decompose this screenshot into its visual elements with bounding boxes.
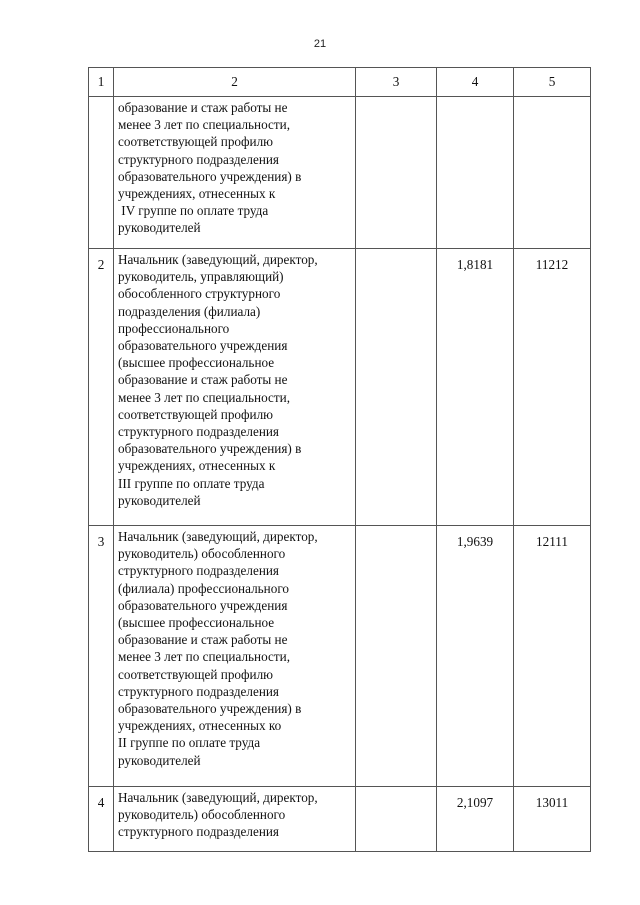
description-line: соответствующей профилю [118,666,274,682]
position-description [114,787,356,852]
description-line: III группе по оплате труда [118,475,265,491]
row-number: 2 [89,249,114,526]
cell-col3 [356,526,437,787]
description-line: IV группе по оплате труда [118,203,269,219]
description-line: структурного подразделения [118,563,279,579]
description-line: менее 3 лет по специальности, [118,117,290,133]
header-cell-2: 2 [114,68,356,97]
description-line: подразделения (филиала) [118,303,261,319]
description-line: руководителей [118,492,201,508]
description-line: руководителей [118,220,201,236]
table-row [89,97,591,249]
description-line: образовательного учреждения) в [118,441,302,457]
position-description [114,249,356,526]
code-cell [514,97,591,249]
cell-col3 [356,97,437,249]
position-description [114,97,356,249]
description-line: соответствующей профилю [118,406,274,422]
description-line: образование и стаж работы не [118,372,288,388]
description-line: структурного подразделения [118,824,279,840]
description-line: учреждениях, отнесенных к [118,458,276,474]
description-line: руководитель, управляющий) [118,269,284,285]
description-line: Начальник (заведующий, директор, [118,529,318,544]
cell-col3 [356,249,437,526]
code-cell: 11212 [514,249,591,526]
description-line: структурного подразделения [118,151,279,167]
description-line: образовательного учреждения) в [118,168,302,184]
description-line: руководитель) обособленного [118,546,286,562]
header-cell-3: 3 [356,68,437,97]
description-line: менее 3 лет по специальности, [118,389,290,405]
row-number [89,97,114,249]
description-line: менее 3 лет по специальности, [118,649,290,665]
description-line: образование и стаж работы не [118,632,288,648]
code-cell: 12111 [514,526,591,787]
description-line: (филиала) профессионального [118,580,289,596]
table-row [89,787,591,852]
header-cell-4: 4 [437,68,514,97]
description-line: образование и стаж работы не [118,100,288,115]
header-cell-5: 5 [514,68,591,97]
description-line: обособленного структурного [118,286,281,302]
description-line: структурного подразделения [118,424,279,440]
table-row [89,249,591,526]
position-description [114,526,356,787]
description-line: структурного подразделения [118,683,279,699]
description-line: соответствующей профилю [118,134,274,150]
description-line: учреждениях, отнесенных к [118,186,276,202]
description-line: образовательного учреждения) в [118,701,302,717]
row-number: 4 [89,787,114,852]
page-number: 21 [313,38,327,50]
table-header-row [89,68,591,97]
description-line: образовательного учреждения [118,597,288,613]
cell-col3 [356,787,437,852]
header-cell-1: 1 [89,68,114,97]
description-line: Начальник (заведующий, директор, [118,790,318,805]
description-line: (высшее профессиональное [118,355,275,371]
table-row [89,526,591,787]
description-line: профессионального [118,320,230,336]
salary-table [88,67,591,852]
description-line: руководитель) обособленного [118,807,286,823]
description-line: Начальник (заведующий, директор, [118,252,318,267]
coefficient-cell: 1,8181 [437,249,514,526]
description-line: образовательного учреждения [118,338,288,354]
description-line: учреждениях, отнесенных ко [118,718,282,734]
coefficient-cell: 1,9639 [437,526,514,787]
code-cell: 13011 [514,787,591,852]
coefficient-cell: 2,1097 [437,787,514,852]
description-line: (высшее профессиональное [118,615,275,631]
description-line: II группе по оплате труда [118,735,261,751]
coefficient-cell [437,97,514,249]
description-line: руководителей [118,752,201,768]
row-number: 3 [89,526,114,787]
